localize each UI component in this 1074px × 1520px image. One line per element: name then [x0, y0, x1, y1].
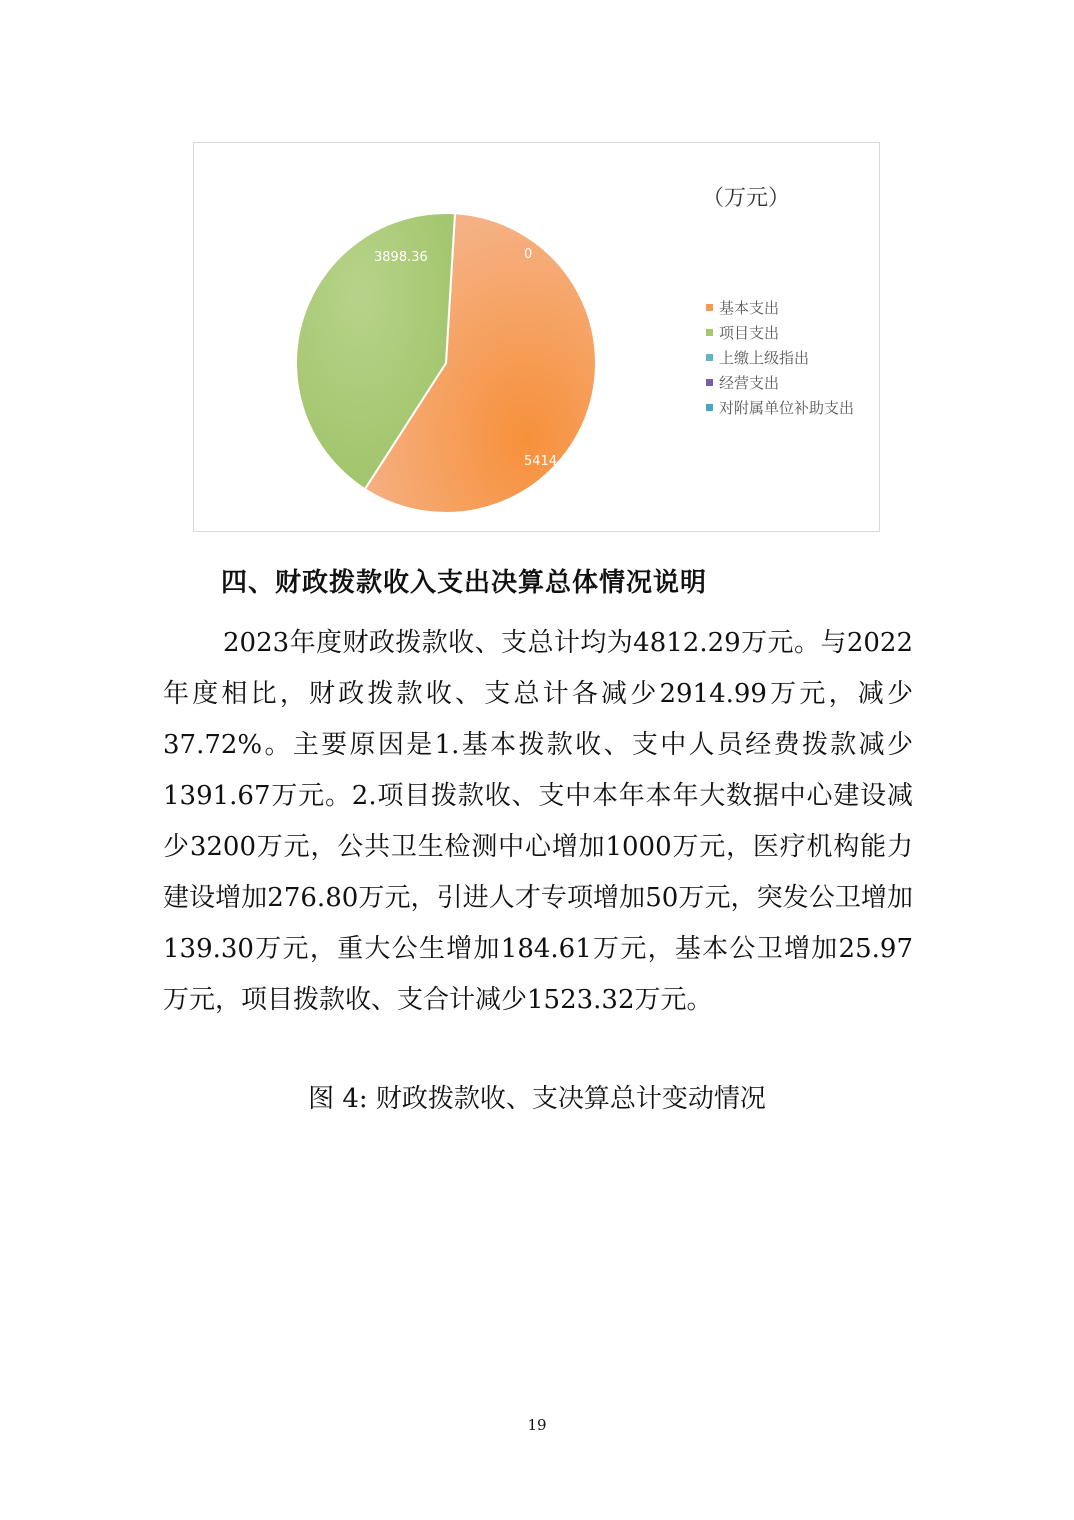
chart-title: （万元）: [702, 186, 791, 211]
legend-swatch: [706, 354, 713, 361]
pie-data-label-1: 5414.14: [524, 454, 578, 469]
page-number: 19: [527, 1416, 547, 1434]
legend-swatch: [706, 304, 713, 311]
section-heading: 四、财政拨款收入支出决算总体情况说明: [221, 568, 708, 598]
legend-label: 对附属单位补助支出: [719, 399, 855, 417]
legend-item-4: [706, 370, 854, 395]
pie-chart: [193, 142, 880, 532]
legend-label: 项目支出: [719, 324, 780, 342]
legend-item-2: [706, 320, 854, 345]
body-paragraph: 2023年度财政拨款收、支总计均为4812.29万元。与2022年度相比，财政拨款收、支总计各减少2914.99万元，减少37.72%。主要原因是1.基本拨款收、支中人员经费拨款减少1391.67万元。2.项目拨款收、支中本年本年大数据中心建设减少3200万元，公共卫生检测中心增加1000万元，医疗机构能力建设增加276.80万元，引进人才专项增加50万元，突发公卫增加139.30万元，重大公生增加184.61万元，基本公卫增加25.97万元，项目拨款收、支合计减少1523.32万元。: [163, 628, 913, 1015]
legend-label: 经营支出: [719, 374, 780, 392]
legend-swatch: [706, 329, 713, 336]
legend-label: 基本支出: [719, 299, 780, 317]
legend-item-3: [706, 345, 854, 370]
chart-legend: [706, 295, 854, 420]
legend-swatch: [706, 379, 713, 386]
pie-data-label-2: 3898.36: [374, 250, 428, 265]
legend-label: 上缴上级指出: [719, 349, 810, 367]
pie-data-label-3: 0: [524, 247, 533, 262]
legend-item-1: [706, 295, 854, 320]
legend-swatch: [706, 404, 713, 411]
legend-item-5: [706, 395, 854, 420]
figure-caption: 图 4: 财政拨款收、支决算总计变动情况: [308, 1084, 766, 1114]
